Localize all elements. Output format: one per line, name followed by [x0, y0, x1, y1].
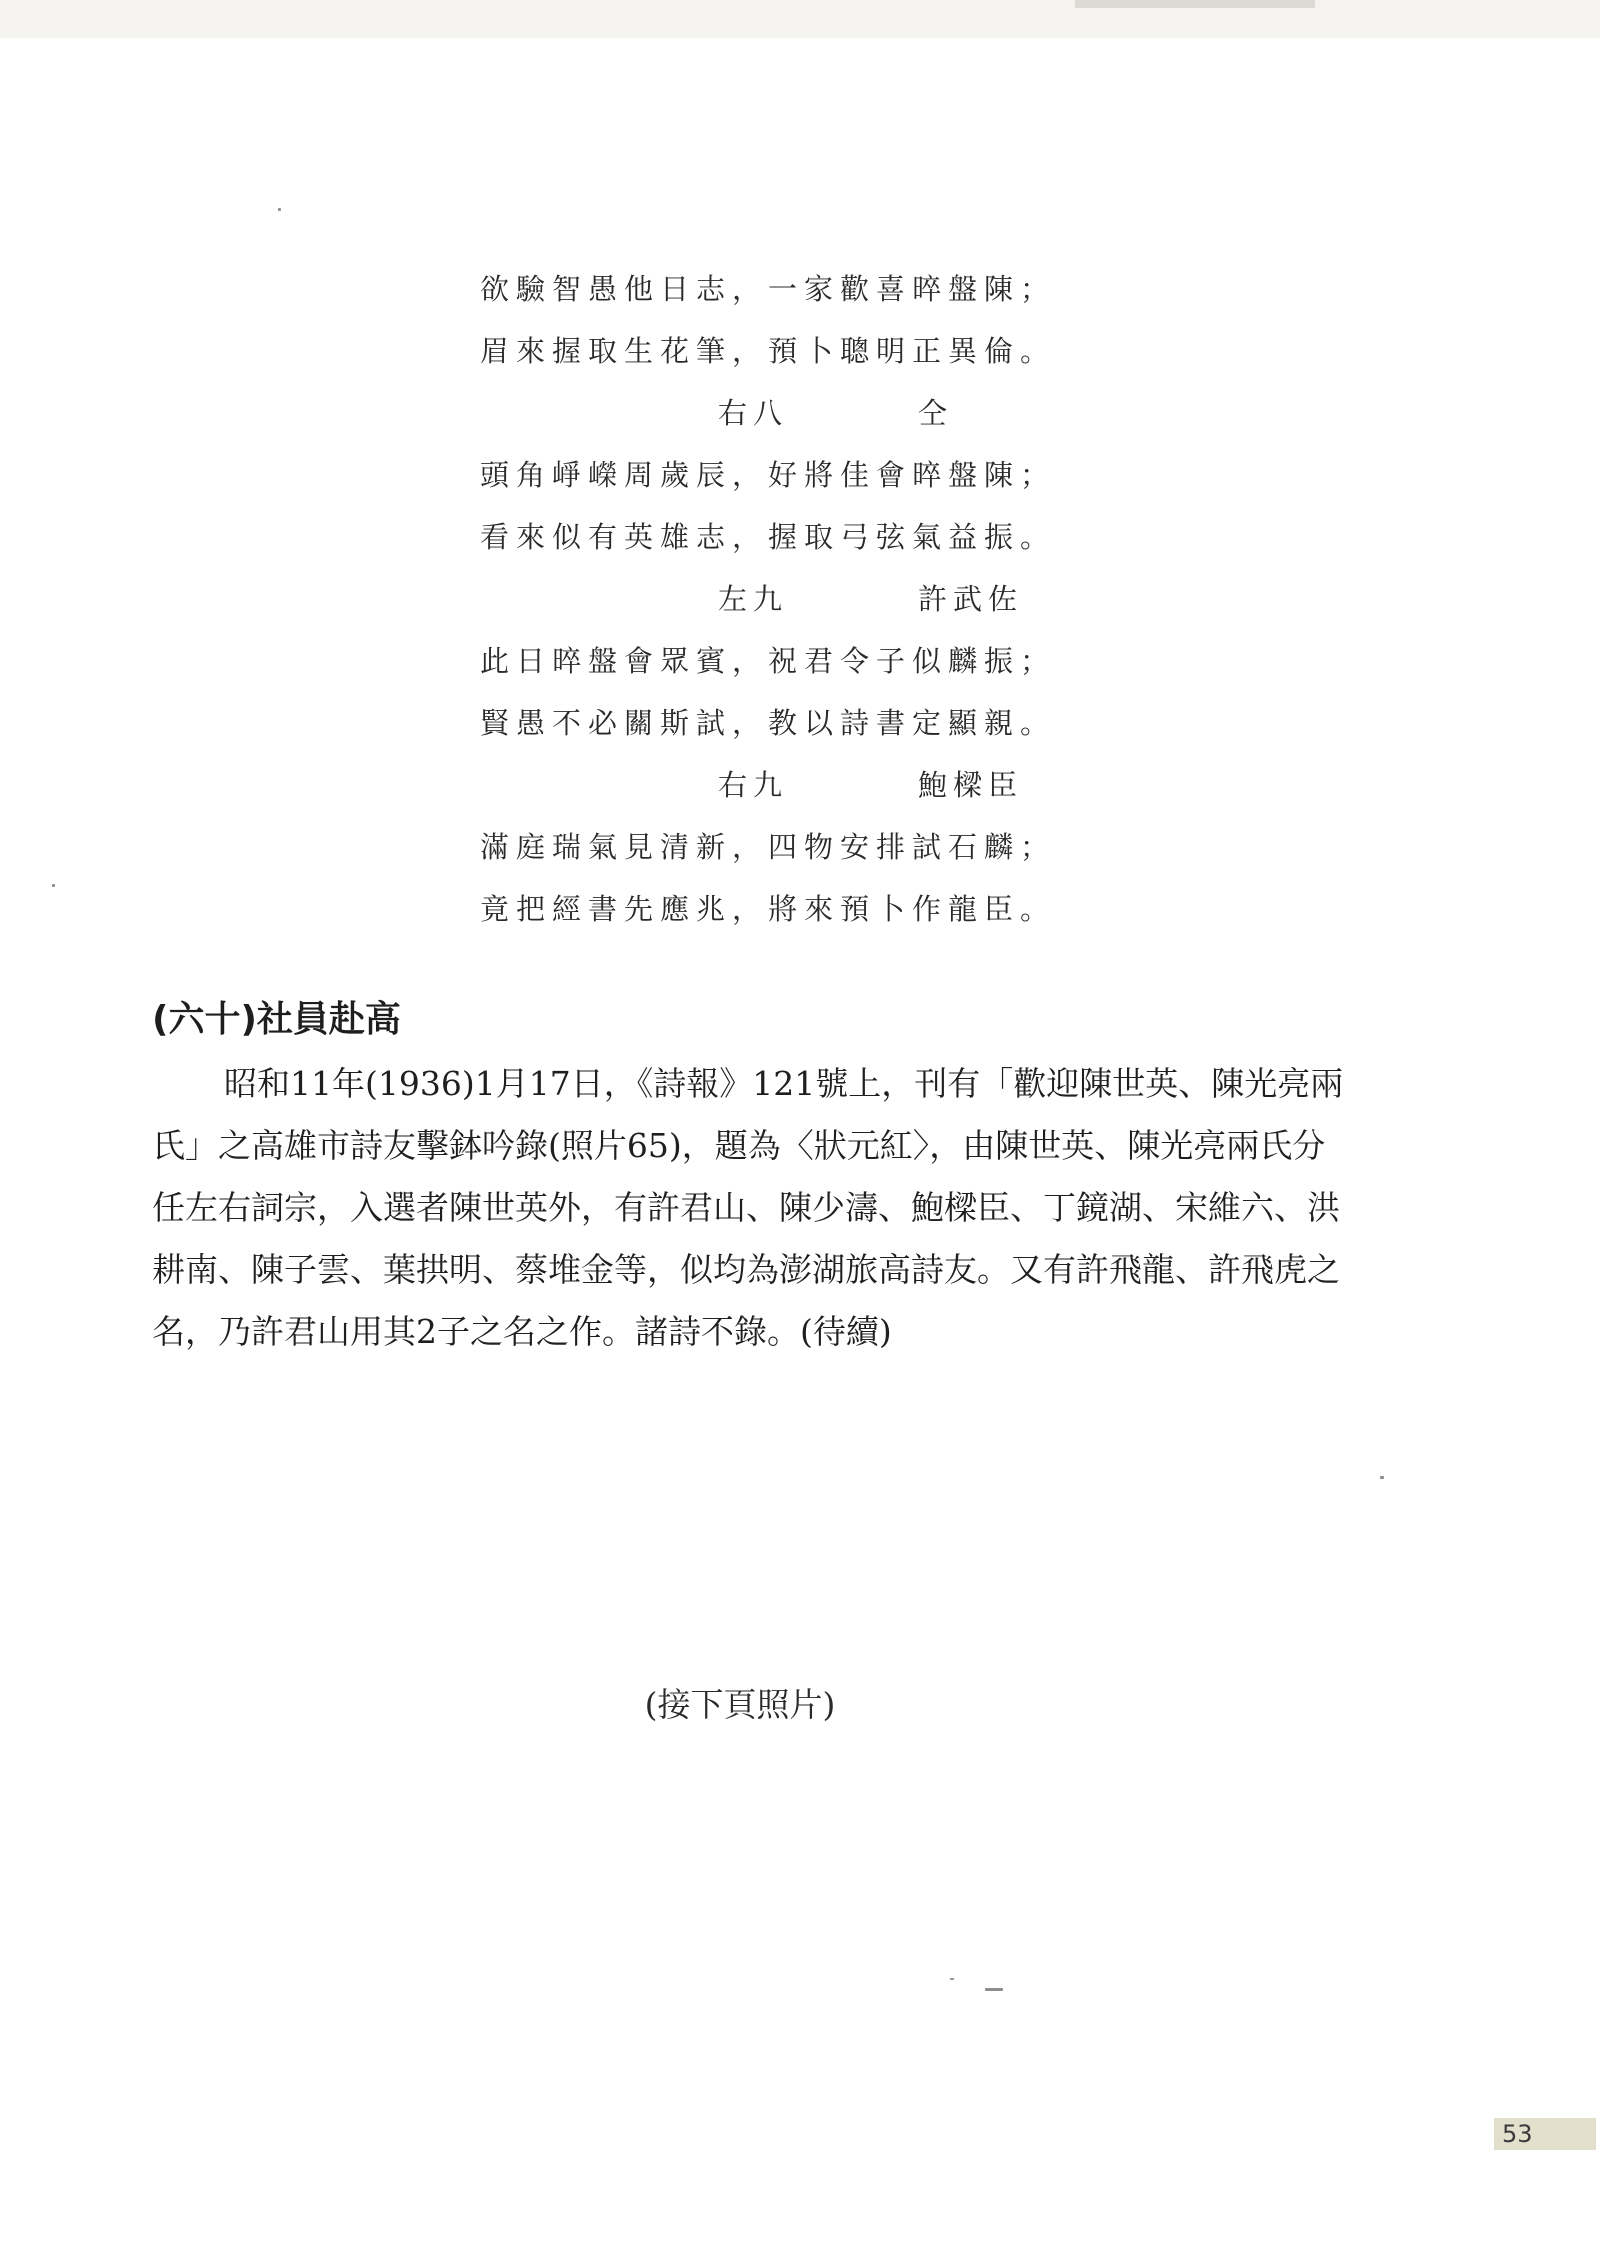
poem-heading — [480, 754, 1060, 816]
poem-line: 看來似有英雄志，握取弓弦氣益振。 — [480, 520, 1057, 554]
poem-block — [480, 258, 1060, 940]
page-number: 53 — [1494, 2118, 1596, 2150]
poem-line: 竟把經書先應兆，將來預卜作龍臣。 — [480, 892, 1057, 926]
poem-author: 許武佐 — [918, 582, 1024, 616]
scan-speck — [950, 1978, 954, 1980]
body-paragraph: 昭和11年(1936)1月17日，《詩報》121號上，刊有「歡迎陳世英、陳光亮兩氏」之高雄市詩友擊鉢吟錄(照片65)，題為〈狀元紅〉，由陳世英、陳光亮兩氏分任左右詞宗，入選者陳世英外，有許君山、陳少濤、鮑樑臣、丁鏡湖、宋維六、洪耕南、陳子雲、葉拱明、蔡堆金等，似均為澎湖旅高詩友。又有許飛龍、許飛虎之名，乃許君山用其2子之名之作。諸詩不錄。(待續) — [152, 1064, 1344, 1351]
top-band — [0, 0, 1600, 38]
poem-line: 頭角崢嶸周歲辰，好將佳會晬盤陳； — [480, 458, 1057, 492]
poem-line: 此日晬盤會眾賓，祝君令子似麟振； — [480, 644, 1057, 678]
scan-speck — [985, 1988, 1003, 1991]
poem-rank: 右九 — [718, 768, 789, 802]
top-band-mark — [1075, 0, 1315, 8]
poem-heading — [480, 568, 1060, 630]
continue-note: (接下頁照片) — [644, 1685, 836, 1724]
poem-line: 欲驗智愚他日志，一家歡喜晬盤陳； — [480, 272, 1057, 306]
poem-line: 賢愚不必關斯試，教以詩書定顯親。 — [480, 706, 1057, 740]
poem-author: 仝 — [918, 396, 954, 430]
poem-line: 滿庭瑞氣見清新，四物安排試石麟； — [480, 830, 1057, 864]
scan-speck — [1380, 1476, 1384, 1479]
body-text — [152, 1053, 1352, 1363]
section-title: (六十)社員赴高 — [152, 999, 401, 1040]
poem-rank: 右八 — [718, 396, 789, 430]
poem-line: 眉來握取生花筆，預卜聰明正異倫。 — [480, 334, 1057, 368]
scan-speck — [278, 208, 281, 211]
poem-rank: 左九 — [718, 582, 789, 616]
poem-author: 鮑樑臣 — [918, 768, 1024, 802]
scan-speck — [52, 884, 55, 887]
poem-heading — [480, 382, 1060, 444]
